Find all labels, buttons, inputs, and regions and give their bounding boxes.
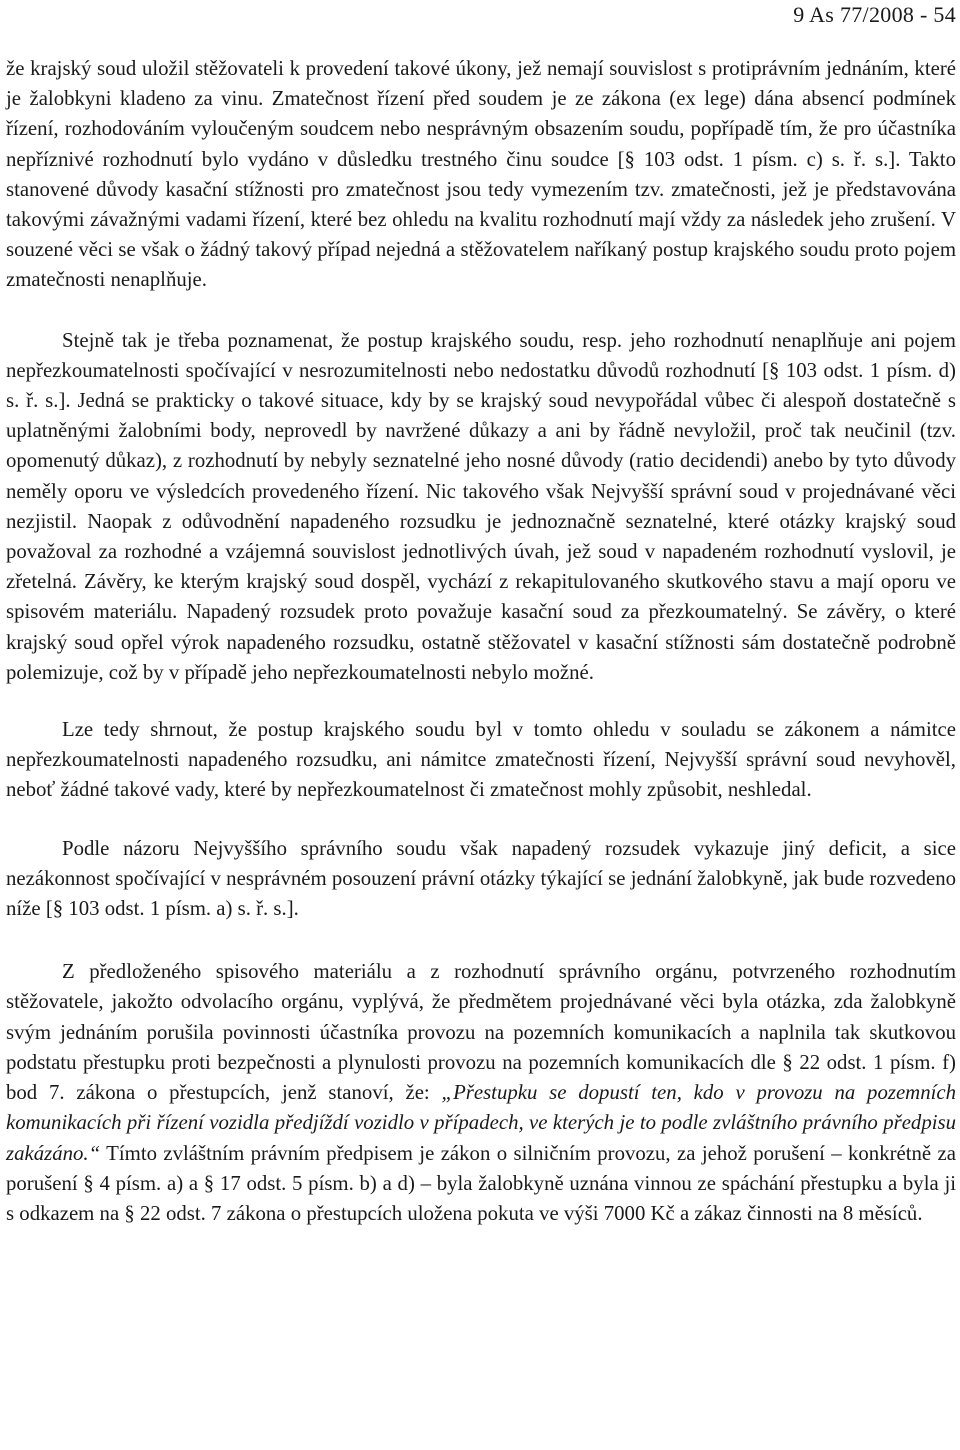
document-body (6, 54, 956, 1229)
paragraph-spacer (6, 806, 956, 834)
paragraph-spacer (6, 924, 956, 957)
paragraph-spacer (6, 688, 956, 715)
paragraph-4 (6, 834, 956, 925)
paragraph-spacer (6, 296, 956, 326)
quoted-statute-text: „Přestupku se dopustí ten, kdo v provozu na pozemních komunikacích při řízení vozidla předjíždí vozidlo v případech, ve kterých je to podle zvláštního právního předpisu zakázáno.“ (6, 1081, 956, 1165)
paragraph-1 (6, 54, 956, 296)
paragraph-text: že krajský soud uložil stěžovateli k provedení takové úkony, jež nemají souvislost s protiprávním jednáním, které je žalobkyni kladeno za vinu. Zmatečnost řízení před soudem je ze zákona (ex lege) dána absencí podmínek řízení, rozhodováním vyloučeným soudcem nebo nesprávným obsazením soudu, popřípadě tím, že pro účastníka nepříznivé rozhodnutí bylo vydáno v důsledku trestného činu soudce [§ 103 odst. 1 písm. c) s. ř. s.]. Takto stanovené důvody kasační stížnosti pro zmatečnost jsou tedy vymezením tzv. zmatečnosti, jež je představována takovými závažnými vadami řízení, které bez ohledu na kvalitu rozhodnutí mají vždy za následek jeho zrušení. V souzené věci se však o žádný takový případ nejedná a stěžovatelem naříkaný postup krajského soudu proto pojem zmatečnosti nenaplňuje. (6, 57, 956, 292)
paragraph-5 (6, 957, 956, 1229)
paragraph-text: Lze tedy shrnout, že postup krajského soudu byl v tomto ohledu v souladu se zákonem a námitce nepřezkoumatelnosti napadeného rozsudku, ani námitce zmatečnosti řízení, Nejvyšší správní soud nevyhověl, neboť žádné takové vady, které by nepřezkoumatelnost či zmatečnost mohly způsobit, neshledal. (6, 718, 956, 802)
case-reference: 9 As 77/2008 - 54 (793, 2, 956, 27)
paragraph-2 (6, 326, 956, 688)
paragraph-3 (6, 715, 956, 806)
paragraph-text: Podle názoru Nejvyššího správního soudu však napadený rozsudek vykazuje jiný deficit, a sice nezákonnost spočívající v nesprávném posouzení právní otázky týkající se jednání žalobkyně, jak bude rozvedeno níže [§ 103 odst. 1 písm. a) s. ř. s.]. (6, 836, 956, 921)
paragraph-text: Z předloženého spisového materiálu a z rozhodnutí správního orgánu, potvrzeného rozhodnutím stěžovatele, jakožto odvolacího orgánu, vyplývá, že předmětem projednávané věci byla otázka, zda žalobkyně svým jednáním porušila povinnosti účastníka provozu na pozemních komunikacích a naplnila tak skutkovou podstatu přestupku proti bezpečnosti a plynulosti provozu na pozemních komunikacích dle § 22 odst. 1 písm. f) bod 7. zákona o přestupcích, jenž stanoví, že: (6, 960, 956, 1105)
paragraph-text: Stejně tak je třeba poznamenat, že postup krajského soudu, resp. jeho rozhodnutí nenaplňuje ani pojem nepřezkoumatelnosti spočívající v nesrozumitelnosti nebo nedostatku důvodů rozhodnutí [§ 103 odst. 1 písm. d) s. ř. s.]. Jedná se prakticky o takové situace, kdy by se krajský soud nevypořádal vůbec či alespoň dostatečně s uplatněnými žalobními body, neprovedl by navržené důkazy a ani by řádně nevyložil, proč tak neučinil (tzv. opomenutý důkaz), z rozhodnutí by nebyly seznatelné jeho nosné důvody (ratio decidendi) anebo by tyto důvody neměly oporu ve výsledcích provedeného řízení. Nic takového však Nejvyšší správní soud v projednávané věci nezjistil. Naopak z odůvodnění napadeného rozsudku je jednoznačně seznatelné, které otázky krajský soud považoval za rozhodné a vzájemná souvislost jednotlivých úvah, jež soud v napadeném rozhodnutí vyslovil, je zřetelná. Závěry, ke kterým krajský soud dospěl, vychází z rekapitulovaného skutkového stavu a mají oporu ve spisovém materiálu. Napadený rozsudek proto považuje kasační soud za přezkoumatelný. Se závěry, o které krajský soud opřel výrok napadeného rozsudku, ostatně stěžovatel v kasační stížnosti sám dostatečně podrobně polemizuje, což by v případě jeho nepřezkoumatelnosti nebylo možné. (6, 328, 956, 684)
paragraph-text: Tímto zvláštním právním předpisem je zákon o silničním provozu, za jehož porušení – konkrétně za porušení § 4 písm. a) a § 17 odst. 5 písm. b) a d) – byla žalobkyně uznána vinnou ze spáchání přestupku a byla ji s odkazem na § 22 odst. 7 zákona o přestupcích uložena pokuta ve výši 7000 Kč a zákaz činnosti na 8 měsíců. (6, 1141, 956, 1225)
